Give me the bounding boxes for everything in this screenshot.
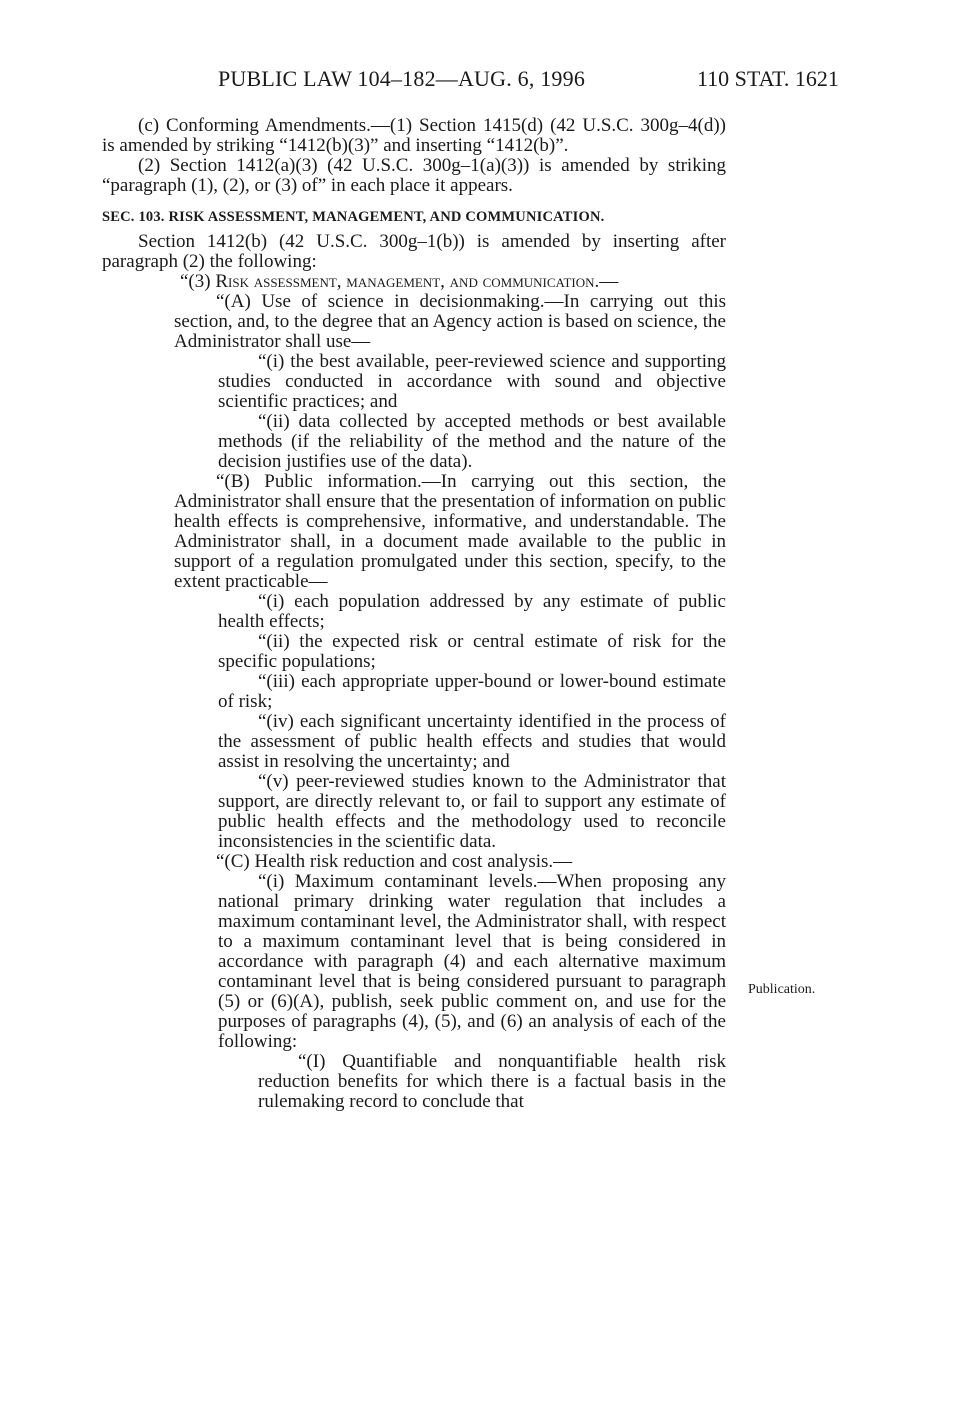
paragraph-a-ii: “(ii) data collected by accepted methods or best available methods (if the reliability of the method and the nature of the decision justifies use of the data). [218,411,726,472]
paragraph-3-heading: “(3) Risk assessment, management, and communication.— [180,271,619,292]
section-heading: SEC. 103. RISK ASSESSMENT, MANAGEMENT, AND COMMUNICATION. [102,209,605,225]
page-header-title: PUBLIC LAW 104–182—AUG. 6, 1996 [218,66,586,91]
paragraph-conforming-amendments-1: (c) Conforming Amendments.—(1) Section 1415(d) (42 U.S.C. 300g–4(d)) is amended by striking “1412(b)(3)” and inserting “1412(b)”. [102,115,726,156]
paragraph-c-i: “(i) Maximum contaminant levels.—When proposing any national primary drinking water regulation that includes a maximum contaminant level, the Administrator shall, with respect to a maximum contaminant level that is being considered in accordance with paragraph (4) and each alternative maximum contaminant level that is being considered pursuant to paragraph (5) or (6)(A), publish, seek public comment on, and use for the purposes of paragraphs (4), (5), and (6) an analysis of each of the following: [218,871,726,1052]
document-body [102,116,726,1112]
paragraph-conforming-amendments-2: (2) Section 1412(a)(3) (42 U.S.C. 300g–1(a)(3)) is amended by striking “paragraph (1), (2), or (3) of” in each place it appears. [102,155,726,196]
paragraph-a-i: “(i) the best available, peer-reviewed science and supporting studies conducted in accordance with sound and objective scientific practices; and [218,351,726,412]
paragraph-b-ii: “(ii) the expected risk or central estimate of risk for the specific populations; [218,631,726,672]
margin-note: Publication. [748,982,816,997]
paragraph-b-public-information: “(B) Public information.—In carrying out this section, the Administrator shall ensure that the presentation of information on public health effects is comprehensive, informative, and understandable. The Administrator shall, in a document made available to the public in support of a regulation promulgated under this section, specify, to the extent practicable— [174,471,726,592]
paragraph-b-v: “(v) peer-reviewed studies known to the Administrator that support, are directly relevant to, or fail to support any estimate of public health effects and the methodology used to reconcile inconsistencies in the scientific data. [218,771,726,852]
page-header-stat: 110 STAT. 1621 [697,66,839,91]
paragraph-b-iii: “(iii) each appropriate upper-bound or lower-bound estimate of risk; [218,671,726,712]
paragraph-a-use-of-science: “(A) Use of science in decisionmaking.—In carrying out this section, and, to the degree that an Agency action is based on science, the Administrator shall use— [174,291,726,352]
paragraph-b-i: “(i) each population addressed by any estimate of public health effects; [218,591,726,632]
paragraph-section-intro: Section 1412(b) (42 U.S.C. 300g–1(b)) is amended by inserting after paragraph (2) the following: [102,231,726,272]
paragraph-c-i-I: “(I) Quantifiable and nonquantifiable health risk reduction benefits for which there is a factual basis in the rulemaking record to conclude that [258,1051,726,1112]
paragraph-c-heading: “(C) Health risk reduction and cost analysis.— [216,851,573,872]
paragraph-b-iv: “(iv) each significant uncertainty identified in the process of the assessment of public health effects and studies that would assist in resolving the uncertainty; and [218,711,726,772]
